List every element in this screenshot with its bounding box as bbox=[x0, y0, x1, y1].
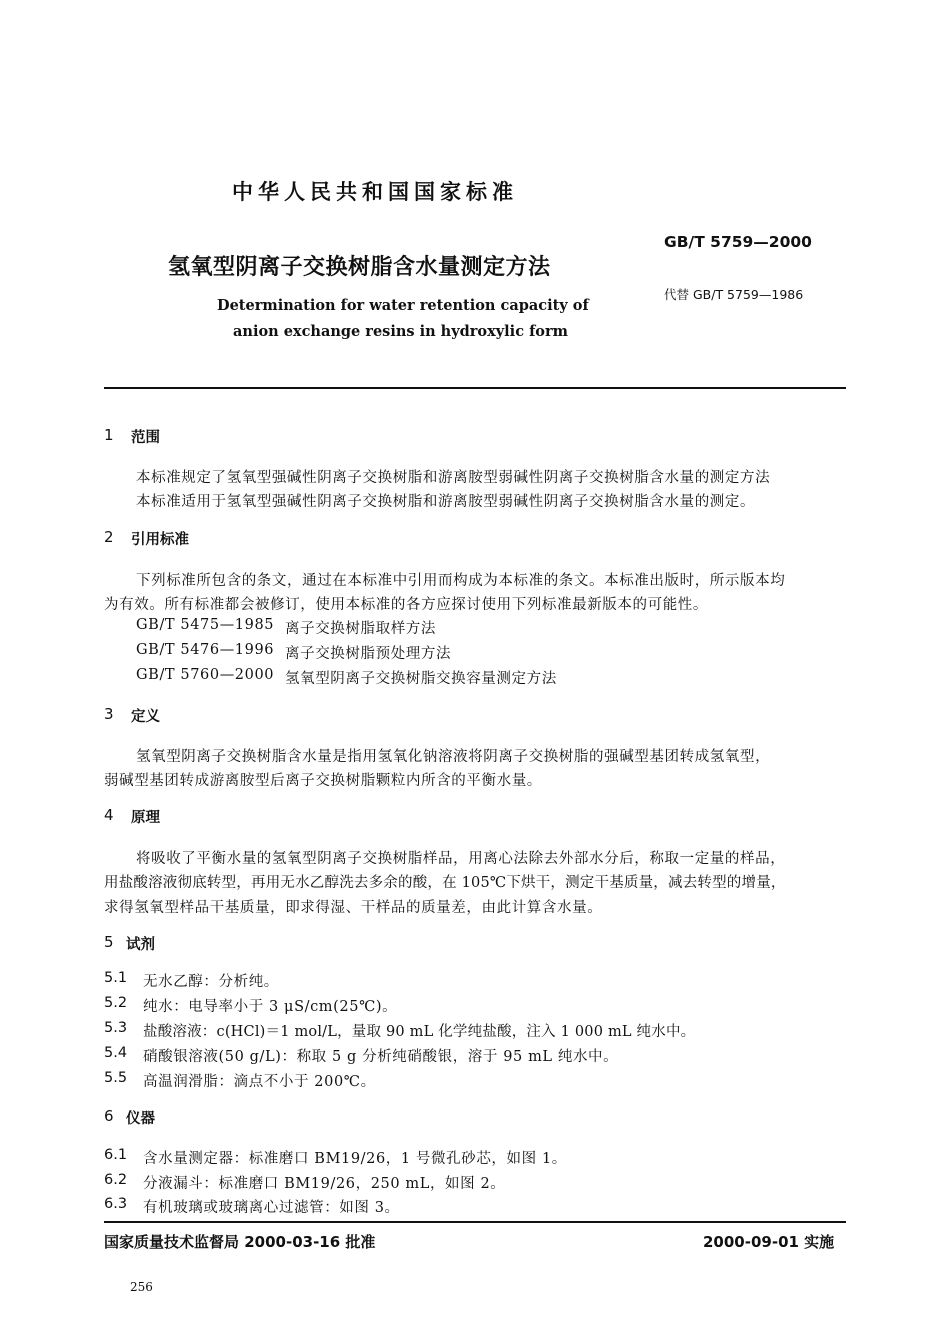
section-3-number: 3 bbox=[104, 705, 114, 723]
section-1-line: 本标准规定了氢氧型强碱性阴离子交换树脂和游离胺型弱碱性阴离子交换树脂含水量的测定方法 bbox=[136, 470, 771, 486]
reference-name: 氢氧型阴离子交换树脂交换容量测定方法 bbox=[285, 671, 557, 687]
footer-divider bbox=[104, 1221, 846, 1223]
section-5-number: 5 bbox=[104, 933, 114, 951]
section-4-line: 用盐酸溶液彻底转型，再用无水乙醇洗去多余的酸，在 105℃下烘干，测定干基质量，减去转型的增量， bbox=[104, 875, 786, 891]
item-number: 5.3 bbox=[104, 1020, 128, 1036]
page-number: 256 bbox=[130, 1280, 153, 1294]
item-text: 纯水：电导率小于 3 μS/cm(25℃)。 bbox=[143, 999, 398, 1015]
section-2-number: 2 bbox=[104, 528, 114, 546]
section-2-line: 为有效。所有标准都会被修订，使用本标准的各方应探讨使用下列标准最新版本的可能性。 bbox=[104, 597, 708, 613]
document-title-en-line1: Determination for water retention capacity of bbox=[217, 297, 589, 314]
section-4-number: 4 bbox=[104, 806, 114, 824]
section-1-number: 1 bbox=[104, 426, 114, 444]
item-number: 5.2 bbox=[104, 995, 128, 1011]
item-number: 6.3 bbox=[104, 1196, 128, 1212]
section-1-line: 本标准适用于氢氧型强碱性阴离子交换树脂和游离胺型弱碱性阴离子交换树脂含水量的测定。 bbox=[136, 494, 756, 510]
section-6-title: 仪器 bbox=[126, 1111, 155, 1127]
item-text: 分液漏斗：标准磨口 BM19/26，250 mL，如图 2。 bbox=[143, 1176, 506, 1192]
replaces-standard: 代替 GB/T 5759—1986 bbox=[664, 287, 804, 302]
approval-line: 国家质量技术监督局 2000-03-16 批准 bbox=[104, 1233, 376, 1251]
section-4-title: 原理 bbox=[131, 810, 160, 826]
reference-name: 离子交换树脂预处理方法 bbox=[285, 646, 452, 662]
document-title-en-line2: anion exchange resins in hydroxylic form bbox=[233, 323, 568, 340]
section-4-line: 求得氢氧型样品干基质量，即求得湿、干样品的质量差，由此计算含水量。 bbox=[104, 900, 603, 916]
item-number: 5.5 bbox=[104, 1070, 128, 1086]
item-number: 6.1 bbox=[104, 1147, 128, 1163]
reference-code: GB/T 5476—1996 bbox=[136, 642, 275, 658]
section-3-line: 氢氧型阴离子交换树脂含水量是指用氢氧化钠溶液将阴离子交换树脂的强碱型基团转成氢氧型， bbox=[136, 749, 771, 765]
item-text: 无水乙醇：分析纯。 bbox=[143, 974, 279, 990]
section-5-title: 试剂 bbox=[126, 937, 155, 953]
national-standard-heading: 中华人民共和国国家标准 bbox=[232, 180, 518, 204]
section-6-number: 6 bbox=[104, 1107, 114, 1125]
item-text: 高温润滑脂：滴点不小于 200℃。 bbox=[143, 1074, 376, 1090]
item-text: 硝酸银溶液(50 g/L)：称取 5 g 分析纯硝酸银，溶于 95 mL 纯水中。 bbox=[143, 1049, 619, 1065]
header-divider bbox=[104, 387, 846, 389]
reference-code: GB/T 5475—1985 bbox=[136, 617, 275, 633]
item-number: 6.2 bbox=[104, 1172, 128, 1188]
section-3-title: 定义 bbox=[131, 709, 160, 725]
standard-code: GB/T 5759—2000 bbox=[664, 233, 812, 251]
item-number: 5.4 bbox=[104, 1045, 128, 1061]
item-text: 盐酸溶液：c(HCl)＝1 mol/L，量取 90 mL 化学纯盐酸，注入 1 000 mL 纯水中。 bbox=[143, 1024, 696, 1040]
item-number: 5.1 bbox=[104, 970, 128, 986]
section-3-line: 弱碱型基团转成游离胺型后离子交换树脂颗粒内所含的平衡水量。 bbox=[104, 773, 542, 789]
reference-code: GB/T 5760—2000 bbox=[136, 667, 275, 683]
item-text: 有机玻璃或玻璃离心过滤管：如图 3。 bbox=[143, 1200, 400, 1216]
section-1-title: 范围 bbox=[131, 430, 160, 446]
section-2-line: 下列标准所包含的条文，通过在本标准中引用而构成为本标准的条文。本标准出版时，所示版本均 bbox=[136, 573, 786, 589]
item-text: 含水量测定器：标准磨口 BM19/26，1 号微孔砂芯，如图 1。 bbox=[143, 1151, 567, 1167]
section-4-line: 将吸收了平衡水量的氢氧型阴离子交换树脂样品，用离心法除去外部水分后，称取一定量的样品， bbox=[136, 851, 786, 867]
reference-name: 离子交换树脂取样方法 bbox=[285, 621, 436, 637]
section-2-title: 引用标准 bbox=[131, 532, 189, 548]
implementation-date: 2000-09-01 实施 bbox=[703, 1233, 835, 1251]
document-title-cn: 氢氧型阴离子交换树脂含水量测定方法 bbox=[168, 255, 551, 280]
